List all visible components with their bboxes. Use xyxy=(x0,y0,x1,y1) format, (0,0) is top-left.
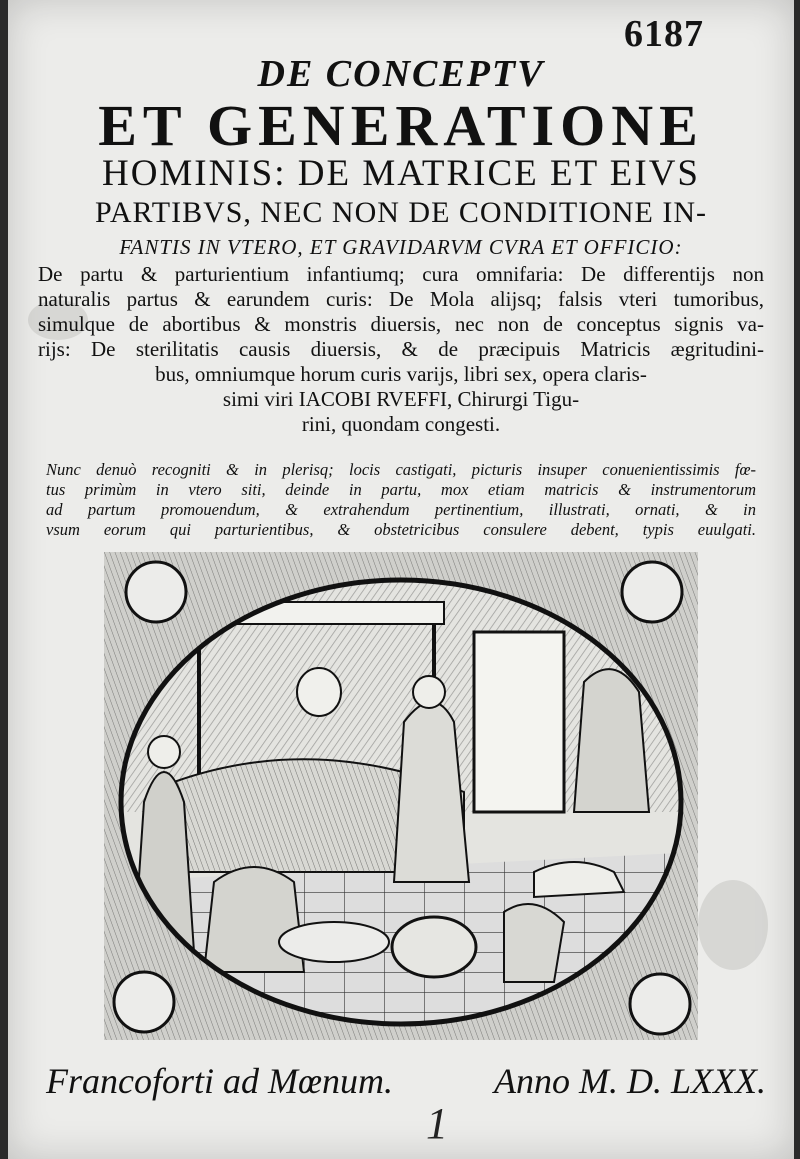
edition-note-line: tus primùm in vtero siti, deinde in partu, mox etiam matricis & instrumentorum xyxy=(46,480,756,499)
corner-mask-ornament xyxy=(630,974,690,1034)
corner-mask-ornament xyxy=(622,562,682,622)
corner-mask-ornament xyxy=(126,562,186,622)
edition-note-line: ad partum promouendum, & extrahendum pertinentium, illustrati, ornati, & in xyxy=(46,500,756,519)
child-figure xyxy=(504,904,564,982)
imprint-place: Francoforti ad Mœnum. xyxy=(46,1061,393,1101)
subtitle-block xyxy=(38,262,764,437)
shelfmark-number: 6187 xyxy=(624,13,704,55)
subtitle-line: rini, quondam congesti. xyxy=(301,412,501,436)
subtitle-line: bus, omniumque horum curis varijs, libri sex, opera claris- xyxy=(155,362,647,386)
corner-mask-ornament xyxy=(114,972,174,1032)
handwritten-annotation: 1 xyxy=(426,1099,448,1148)
wash-basin xyxy=(279,922,389,962)
title-line-4: PARTIBVS, NEC NON DE CONDITIONE IN- xyxy=(94,196,708,229)
subtitle-line: simulque de abortibus & monstris diuersis, nec non de conceptus signis va- xyxy=(38,312,764,336)
title-line-5: FANTIS IN VTERO, ET GRAVIDARVM CVRA ET OFFICIO: xyxy=(119,235,683,259)
imprint-year: Anno M. D. LXXX. xyxy=(494,1061,766,1101)
title-line-1: DE CONCEPTV xyxy=(257,53,545,95)
birth-scene-woodcut xyxy=(104,552,698,1040)
attendant-figure xyxy=(574,669,649,812)
title-line-2: ET GENERATIONE xyxy=(98,93,704,158)
edition-note-line: Nunc denuò recogniti & in plerisq; locis castigati, picturis insuper conuenientissimis fœ- xyxy=(46,460,756,479)
title-line-3: HOMINIS: DE MATRICE ET EIVS xyxy=(101,153,701,194)
cauldron xyxy=(392,917,476,977)
title-page xyxy=(8,0,794,1159)
subtitle-line: simi viri IACOBI RVEFFI, Chirurgi Tigu- xyxy=(222,387,580,411)
midwife-figure xyxy=(204,867,304,972)
paper-stain xyxy=(698,880,768,970)
subtitle-line: rijs: De sterilitatis causis diuersis, & de præcipuis Matricis ægritudini- xyxy=(38,337,764,361)
subtitle-line: De partu & parturientium infantiumq; cura omnifaria: De differentijs non xyxy=(38,262,764,286)
edition-note-block xyxy=(46,460,756,540)
subtitle-line: naturalis partus & earundem curis: De Mola alijsq; falsis vteri tumoribus, xyxy=(38,287,764,311)
doorway xyxy=(474,632,564,812)
edition-note-line: vsum eorum qui parturientibus, & obstetricibus consulere debent, typis euulgati. xyxy=(46,520,756,539)
mother-figure xyxy=(297,668,341,716)
